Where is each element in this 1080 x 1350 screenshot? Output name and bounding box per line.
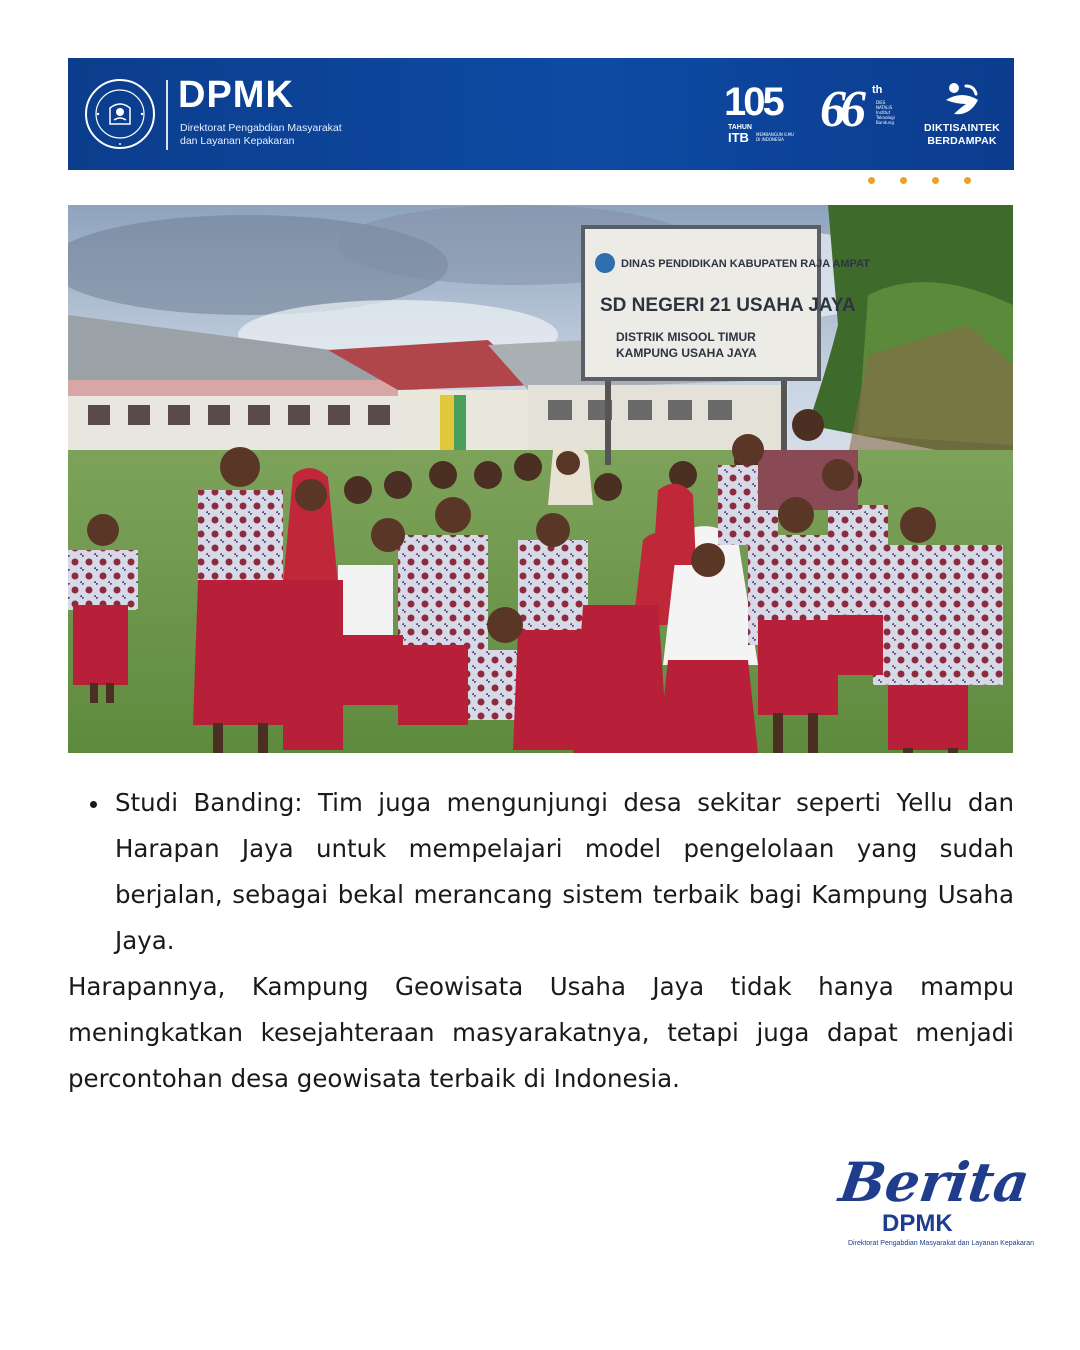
header-banner: [68, 58, 1014, 170]
sign-line-3: DISTRIK MISOOL TIMUR: [616, 330, 756, 344]
decor-dot: [900, 177, 907, 184]
header-divider: [166, 80, 168, 150]
decor-dot: [868, 177, 875, 184]
itb-105-tahun: TAHUN: [728, 124, 752, 131]
diktisaintek-line2: BERDAMPAK: [927, 135, 997, 147]
itb-105-logo: [724, 82, 794, 146]
diktisaintek-line1: DIKTISAINTEK: [924, 122, 1000, 134]
itb-seal-icon: [84, 78, 156, 150]
article-body: [68, 780, 1014, 1102]
footer-dpmk-text: DPMK: [882, 1210, 953, 1237]
group-photo: [68, 205, 1013, 753]
dpmk-subtitle-line1: Direktorat Pengabdian Masyarakat: [180, 122, 342, 134]
sign-line-4: KAMPUNG USAHA JAYA: [616, 346, 757, 360]
itb-105-number: 105: [724, 80, 782, 124]
footer-subtitle: Direktorat Pengabdian Masyarakat dan Layanan Kepakaran: [848, 1240, 1035, 1247]
sign-line-1: DINAS PENDIDIKAN KABUPATEN RAJA AMPAT: [621, 258, 870, 270]
berita-script-text: Berita: [835, 1150, 1034, 1214]
decor-dot: [964, 177, 971, 184]
sign-line-2: SD NEGERI 21 USAHA JAYA: [600, 295, 856, 316]
diktisaintek-emblem-icon: [940, 80, 984, 120]
dies-natalis-66-logo: [820, 80, 900, 148]
itb-105-tagline: MEMBANGUN ILMU DI INDONESIA: [756, 132, 794, 142]
closing-paragraph: Harapannya, Kampung Geowisata Usaha Jaya tidak hanya mampu meningkatkan kesejahteraan masyarakatnya, tetapi juga dapat menjadi percontohan desa geowisata terbaik di Indonesia.: [68, 972, 1014, 1093]
dies-natalis-tagline: DIES NATALIS Institut Teknologi Bandung: [876, 100, 895, 125]
dies-natalis-number: 66: [820, 81, 860, 138]
bullet-icon: [90, 801, 97, 808]
diktisaintek-logo: [920, 78, 1004, 154]
itb-105-itb: ITB: [728, 130, 749, 145]
dpmk-logo-text: DPMK: [178, 74, 294, 116]
bullet-text: Studi Banding: Tim juga mengunjungi desa sekitar seperti Yellu dan Harapan Jaya untuk mempelajari model pengelolaan yang sudah berjalan, sebagai bekal merancang sistem terbaik bagi Kampung Usaha Jaya.: [115, 788, 1014, 955]
dpmk-subtitle-line2: dan Layanan Kepakaran: [180, 135, 295, 147]
dpmk-subtitle: [180, 122, 370, 148]
decor-dot: [932, 177, 939, 184]
dies-natalis-suffix: th: [872, 84, 883, 96]
bullet-item-studi-banding: [68, 780, 1014, 964]
berita-dpmk-logo: [835, 1150, 1035, 1260]
